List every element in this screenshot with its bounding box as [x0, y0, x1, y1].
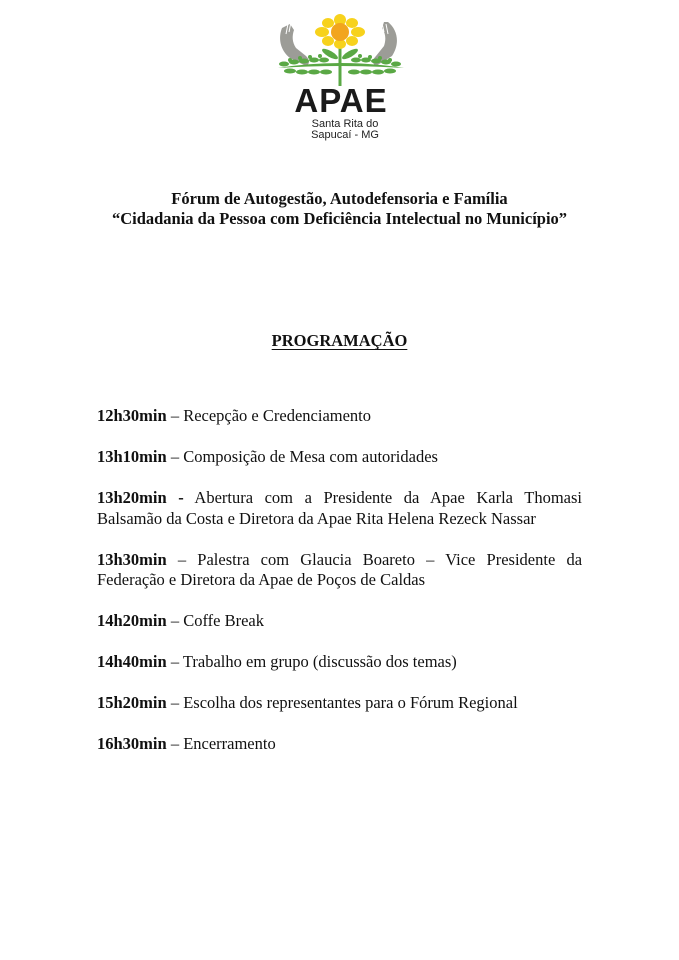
schedule-separator: –	[170, 447, 180, 466]
forum-subtitle: “Cidadania da Pessoa com Deficiência Intelectual no Município”	[111, 209, 568, 228]
schedule-item	[97, 550, 582, 591]
sunflower-icon	[315, 14, 365, 49]
schedule-description: Recepção e Credenciamento	[183, 406, 372, 425]
schedule-item	[97, 693, 582, 714]
schedule-item	[97, 734, 582, 755]
schedule-separator: -	[178, 488, 184, 507]
schedule-item	[97, 447, 582, 468]
schedule-time: 14h40min	[97, 652, 167, 671]
schedule-time: 14h20min	[97, 611, 167, 630]
schedule-item	[97, 652, 582, 673]
schedule-separator: –	[170, 734, 180, 753]
forum-title: Fórum de Autogestão, Autodefensoria e Família	[171, 189, 508, 208]
schedule-time: 16h30min	[97, 734, 167, 753]
schedule-description: Palestra com Glaucia Boareto – Vice Presidente da Federação e Diretora da Apae de Poços de Caldas	[97, 549, 583, 589]
schedule-time: 13h10min	[97, 447, 167, 466]
schedule-time: 15h20min	[97, 693, 167, 712]
schedule-time: 12h30min	[97, 406, 167, 425]
schedule-list	[97, 406, 582, 775]
schedule-time: 13h30min	[97, 549, 167, 569]
logo-subtitle-line2: Sapucaí - MG	[311, 129, 379, 141]
logo-wordmark: APAE	[294, 82, 388, 119]
schedule-separator: –	[170, 652, 180, 671]
schedule-item	[97, 611, 582, 632]
schedule-description: Composição de Mesa com autoridades	[183, 447, 438, 466]
schedule-separator: –	[170, 693, 180, 712]
apae-logo	[276, 14, 406, 154]
schedule-item	[97, 488, 582, 529]
schedule-item	[97, 406, 582, 427]
schedule-description: Encerramento	[183, 734, 276, 753]
schedule-description: Abertura com a Presidente da Apae Karla Thomasi Balsamão da Costa e Diretora da Apae Rita Helena Rezeck Nassar	[97, 488, 582, 528]
schedule-separator: –	[170, 406, 180, 425]
schedule-separator: –	[170, 611, 180, 630]
logo-subtitle-line1: Santa Rita do	[311, 118, 379, 130]
document-header	[0, 189, 679, 229]
schedule-description: Trabalho em grupo (discussão dos temas)	[182, 652, 457, 671]
schedule-time: 13h20min	[97, 488, 167, 507]
program-heading: PROGRAMAÇÃO	[271, 331, 408, 350]
schedule-separator: –	[177, 549, 187, 569]
schedule-description: Coffe Break	[183, 611, 264, 630]
schedule-description: Escolha dos representantes para o Fórum Regional	[183, 693, 518, 712]
flower-hands-emblem	[276, 14, 406, 86]
